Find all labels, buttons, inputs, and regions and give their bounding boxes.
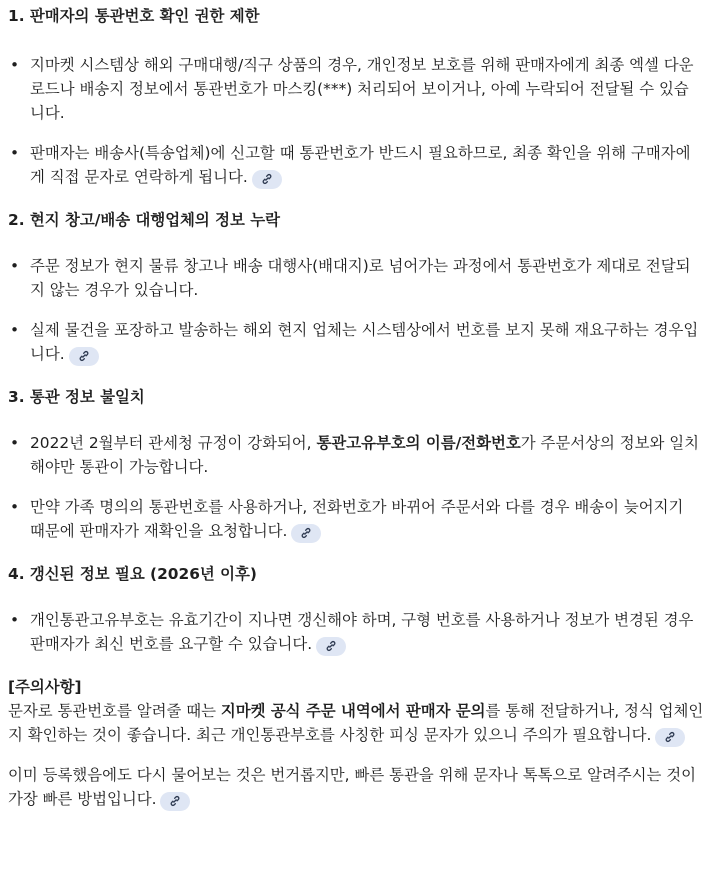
list-item bbox=[8, 254, 704, 302]
list-item-text: 주문 정보가 현지 물류 창고나 배송 대행사(배대지)로 넘어가는 과정에서 통관번호가 제대로 전달되지 않는 경우가 있습니다. bbox=[30, 257, 691, 299]
section-heading: 4. 갱신된 정보 필요 (2026년 이후) bbox=[8, 565, 257, 583]
link-icon bbox=[325, 640, 337, 652]
list-item-text-post: 가 주문서상의 정보와 일치해야만 통관이 가능합니다. bbox=[30, 434, 699, 476]
link-icon bbox=[300, 527, 312, 539]
section-heading: 1. 판매자의 통관번호 확인 권한 제한 bbox=[8, 7, 260, 25]
source-link-button[interactable] bbox=[69, 347, 99, 366]
list-item bbox=[8, 53, 704, 125]
list-item-text: 만약 가족 명의의 통관번호를 사용하거나, 전화번호가 바뀌어 주문서와 다를 경우 배송이 늦어지기 때문에 판매자가 재확인을 요청합니다. bbox=[30, 498, 684, 540]
answer-content bbox=[0, 4, 711, 811]
closing-paragraph bbox=[8, 763, 704, 811]
closing-text: 이미 등록했음에도 다시 물어보는 것은 번거롭지만, 빠른 통관을 위해 문자나 톡톡으로 알려주시는 것이 가장 빠른 방법입니다. bbox=[8, 766, 697, 808]
caution-text-pre: 문자로 통관번호를 알려줄 때는 bbox=[8, 702, 221, 720]
caution-text-bold: 지마켓 공식 주문 내역에서 판매자 문의 bbox=[220, 702, 486, 720]
source-link-button[interactable] bbox=[252, 170, 282, 189]
source-link-button[interactable] bbox=[160, 792, 190, 811]
source-link-button[interactable] bbox=[655, 728, 685, 747]
list-item-text: 개인통관고유부호는 유효기간이 지나면 갱신해야 하며, 구형 번호를 사용하거나 정보가 변경된 경우 판매자가 최신 번호를 요구할 수 있습니다. bbox=[30, 611, 694, 653]
list-item bbox=[8, 608, 704, 656]
link-icon bbox=[169, 795, 181, 807]
source-link-button[interactable] bbox=[316, 637, 346, 656]
bullet-list bbox=[8, 254, 704, 366]
list-item-text: 판매자는 배송사(특송업체)에 신고할 때 통관번호가 반드시 필요하므로, 최종 확인을 위해 구매자에게 직접 문자로 연락하게 됩니다. bbox=[30, 144, 691, 186]
bullet-list bbox=[8, 608, 704, 656]
section-heading: 3. 통관 정보 불일치 bbox=[8, 388, 145, 406]
list-item bbox=[8, 431, 704, 479]
caution-text-post: 를 통해 전달하거나, 정식 업체인지 확인하는 것이 좋습니다. 최근 개인통관부호를 사칭한 피싱 문자가 있으니 주의가 필요합니다. bbox=[8, 702, 704, 744]
list-item-text: 실제 물건을 포장하고 발송하는 해외 현지 업체는 시스템상에서 번호를 보지 못해 재요구하는 경우입니다. bbox=[30, 321, 699, 363]
list-item-text: 지마켓 시스템상 해외 구매대행/직구 상품의 경우, 개인정보 보호를 위해 판매자에게 최종 엑셀 다운로드나 배송지 정보에서 통관번호가 마스킹(***) 처리되어 보이거나, 아예 누락되어 전달될 수 있습니다. bbox=[30, 56, 694, 122]
list-item bbox=[8, 495, 704, 543]
link-icon bbox=[261, 173, 273, 185]
link-icon bbox=[664, 731, 676, 743]
bullet-list bbox=[8, 53, 704, 189]
list-item-text-pre: 2022년 2월부터 관세청 규정이 강화되어, bbox=[30, 434, 317, 452]
caution-paragraph bbox=[8, 699, 704, 747]
list-item-text-bold: 통관고유부호의 이름/전화번호 bbox=[316, 434, 521, 452]
caution-heading: [주의사항] bbox=[8, 678, 82, 696]
link-icon bbox=[78, 350, 90, 362]
source-link-button[interactable] bbox=[291, 524, 321, 543]
bullet-list bbox=[8, 431, 704, 543]
list-item bbox=[8, 318, 704, 366]
list-item bbox=[8, 141, 704, 189]
section-heading: 2. 현지 창고/배송 대행업체의 정보 누락 bbox=[8, 211, 280, 229]
